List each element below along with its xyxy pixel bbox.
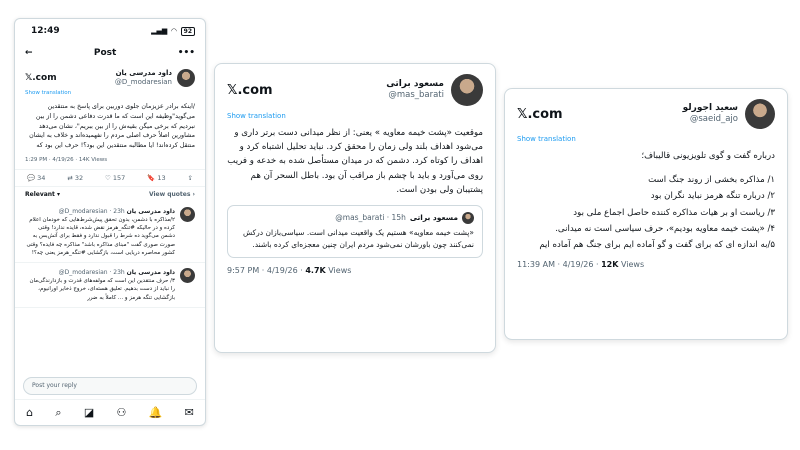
engagement-bar: [15, 169, 205, 187]
tweet-text: /اینکه برادر عزیزمان جلوی دوربین برای پاسخ به منتقدین می‌گوید"وظیفه این است که ما قدرت دفاعی دشمن را از بین نبردیم که برخی میگن بقیه‌ش را از بین ببریم"، نشان می‌دهد مشاورین اصلاً حرف اصلی مردم را نفهمیده‌اند و خلاف به ایشان منتقل کرده‌اند! ایا مطالبه منتقدین این بود؟! حرف این بود که: [29, 103, 195, 150]
quote-text: «پشت خیمه معاویه» هستیم یک واقعیت میدانی است. سیاسی‌بازان درکش نمی‌کنند چون باورشان نمی‌شود مردم ایران چنین معجزه‌ای کرده باشند.: [243, 227, 474, 249]
x-logo: 𝕏.com: [517, 106, 563, 122]
tweet-meta: 11:39 AM · 4/19/26 · 12K Views: [517, 260, 645, 270]
mobile-post-screenshot: [14, 18, 206, 426]
avatar[interactable]: [180, 268, 195, 283]
sort-dropdown[interactable]: Relevant ▾: [25, 190, 61, 198]
status-bar: [15, 19, 205, 43]
bookmark-button[interactable]: 🔖 13: [147, 173, 166, 182]
messages-icon[interactable]: ✉: [184, 406, 194, 419]
more-icon[interactable]: •••: [177, 48, 195, 58]
avatar[interactable]: [451, 74, 483, 106]
view-quotes-link[interactable]: View quotes ›: [148, 190, 195, 198]
reply-text: ۳/ حرف منتقدین این است که مولفه‌های قدرت و بازدارندگی‌مان را نباید از دست بدهیم. تعلیق هسته‌ای، خروج ذخایر اورانیوم، بازگشایی تنگه هرمز و ... کاملاً به ضرر: [29, 278, 175, 301]
home-icon[interactable]: ⌂: [26, 406, 34, 419]
tweet-meta: 9:57 PM · 4/19/26 · 4.7K Views: [227, 265, 352, 275]
reply-item[interactable]: داود مدرسی یان @D_modaresian · 23h ۲/مذاکره با دشمن، بدون تحقق پیش‌شرط‌هایی که خودمان اعلام کرده و در حالیکه #تنگه_هرمز نقض شده، قایده ندارد! وقتی دشمن می‌گوید ده شرط را قبول ندارد و فقط برای آتش‌بس به صورت صوری گفت "مبنای مذاکره باشد" مذاکره چه فایده؟ وقتی کشور محاصره دریایی است، بازگشایی #تنگه_هرمز یعنی چه؟!: [15, 202, 205, 263]
share-icon[interactable]: ⇪: [187, 173, 193, 182]
author-name[interactable]: داود مدرسی یان: [115, 69, 172, 77]
tweet-card-ajorlou: [504, 88, 788, 340]
quote-author-name: مسعود براتی: [409, 213, 458, 223]
author-name[interactable]: مسعود براتی: [386, 78, 444, 89]
search-icon[interactable]: ⌕: [55, 405, 62, 419]
tweet-text: درباره گفت و گوی تلویزیونی قالیباف؛ ۱/ مذاکره بخشی از روند جنگ است ۲/ درباره تنگه هرمز نباید نگران بود ۳/ ریاست او بر هیات مذاکره کننده حاصل اجماع ملی بود ۴/ «پشت خیمه معاویه بودیم»، حرف سیاسی است نه میدانی. ۵/به اندازه ای که برای گفت و گو آماده ایم برای جنگ هم آماده ایم: [539, 151, 775, 250]
show-translation-link[interactable]: Show translation: [227, 112, 286, 120]
reply-item[interactable]: داود مدرسی یان @D_modaresian · 23h ۳/ حرف منتقدین این است که مولفه‌های قدرت و بازدارندگی‌مان را نباید از دست بدهیم. تعلیق هسته‌ای، خروج ذخایر اورانیوم، بازگشایی تنگه هرمز و ... کاملاً به ضرر: [15, 263, 205, 308]
show-translation-link[interactable]: Show translation: [517, 135, 576, 143]
x-logo: 𝕏.com: [227, 82, 273, 98]
wifi-icon: ◠: [171, 27, 177, 35]
repost-button[interactable]: ⇄ 32: [67, 173, 84, 182]
author-handle[interactable]: @mas_barati: [388, 90, 444, 101]
bottom-nav: [15, 399, 205, 425]
avatar[interactable]: [180, 207, 195, 222]
author-name[interactable]: سعید اجورلو: [682, 102, 738, 113]
tweet-text: موقعیت «پشت خیمه معاویه » یعنی: از نظر میدانی دست برتر داری و می‌شود اهداف بلند ولی زمان را محقق کرد. نباید تحلیل اشتباه کرد و اهداف را کوتاه کرد. دشمن که در میدان مستأصل شده به خدعه و فریب روی می‌آورد و باید با چشم باز مراقب آن بود. باطل السحر آن هم پشتیبان ولی بودن است.: [227, 128, 483, 195]
signal-icon: ▂▄▆: [151, 27, 168, 35]
reply-button[interactable]: 💬 34: [27, 173, 46, 182]
avatar[interactable]: [177, 69, 195, 87]
author-handle[interactable]: @D_modaresian: [114, 78, 172, 87]
page-title: Post: [93, 48, 117, 58]
show-translation-link[interactable]: Show translation: [25, 90, 72, 97]
avatar: [462, 212, 474, 224]
like-button[interactable]: ♡ 157: [105, 173, 126, 182]
back-arrow-icon[interactable]: ←: [25, 48, 33, 58]
grok-icon[interactable]: ◪: [83, 406, 95, 419]
x-logo: 𝕏.com: [25, 73, 57, 84]
tweet-meta: 1:29 PM · 4/19/26 · 14K Views: [25, 156, 108, 163]
reply-input[interactable]: Post your reply: [23, 377, 197, 395]
post-header: [15, 43, 205, 63]
clock: 12:49: [31, 26, 60, 36]
author-handle[interactable]: @saeid_ajo: [689, 114, 738, 125]
quoted-tweet[interactable]: [227, 205, 483, 258]
avatar[interactable]: [745, 99, 775, 129]
quote-author-handle: @mas_barati · 15h: [335, 213, 406, 223]
reply-text: ۲/مذاکره با دشمن، بدون تحقق پیش‌شرط‌هایی که خودمان اعلام کرده و در حالیکه #تنگه_هرمز نقض شده، قایده ندارد! وقتی دشمن می‌گوید ده شرط را قبول ندارد و فقط برای آتش‌بس به صورت صوری گفت "مبنای مذاکره باشد" مذاکره چه فایده؟ وقتی کشور محاصره دریایی است، بازگشایی #تنگه_هرمز یعنی چه؟!: [26, 216, 175, 256]
tweet-card-barati: [214, 63, 496, 353]
communities-icon[interactable]: ⚇: [116, 406, 127, 419]
notifications-icon[interactable]: 🔔: [148, 406, 163, 419]
battery-icon: 92: [181, 27, 195, 36]
